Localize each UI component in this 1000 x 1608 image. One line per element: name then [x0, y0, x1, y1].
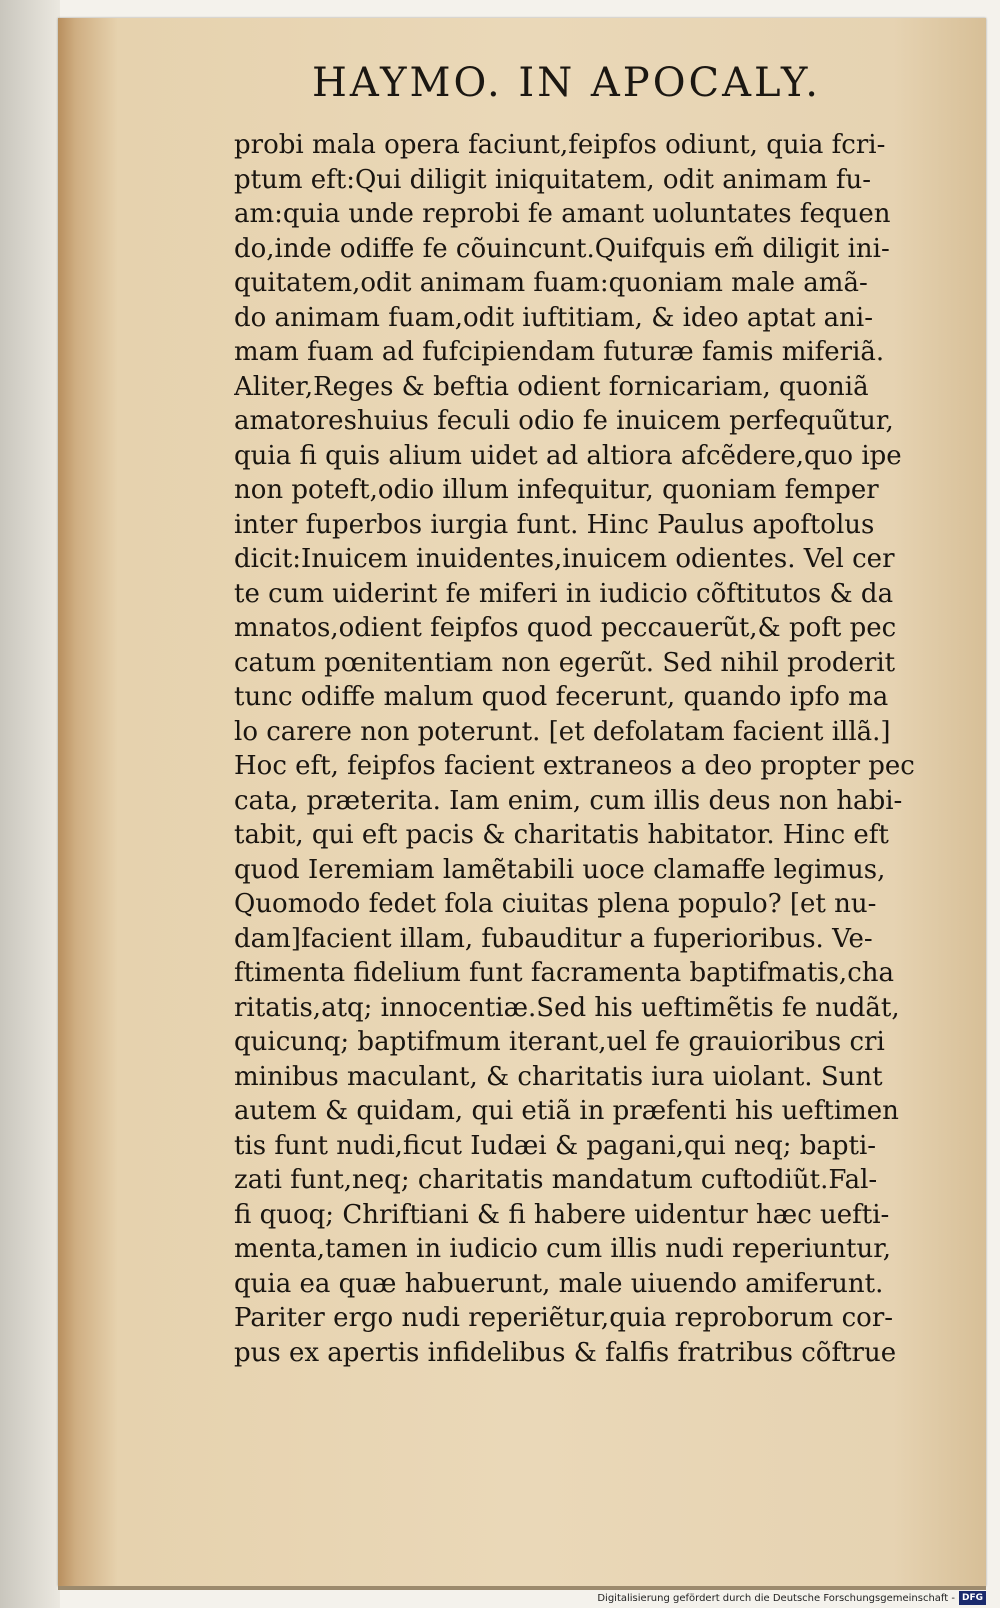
text-line: do,inde odiffe fe cõuincunt.Quifquis em̃ diligit ini-: [234, 233, 890, 264]
text-line: ftimenta fidelium funt facramenta baptifmatis,cha: [234, 958, 895, 988]
text-line: quitatem,odit animam fuam:quoniam male amã-: [234, 268, 868, 298]
text-line: tunc odiffe malum quod fecerunt, quando ipfo ma: [234, 682, 889, 712]
text-line: do animam fuam,odit iuftitiam, & ideo aptat ani-: [234, 302, 874, 333]
text-line: non poteft,odio illum infequitur, quoniam femper: [234, 475, 879, 505]
text-line: minibus maculant, & charitatis iura uiolant. Sunt: [234, 1061, 883, 1092]
text-line: tis funt nudi,ficut Iudæi & pagani,qui neq; bapti-: [234, 1130, 877, 1161]
text-line: fi quoq; Chriftiani & fi habere uidentur hæc uefti-: [234, 1199, 890, 1230]
text-line: autem & quidam, qui etiã in præfenti his ueftimen: [234, 1096, 899, 1126]
text-line: ptum eft:Qui diligit iniquitatem, odit animam fu-: [234, 164, 872, 195]
digitization-credit: [597, 1590, 986, 1606]
text-line: quicunq; baptifmum iterant,uel fe grauioribus cri: [234, 1027, 885, 1057]
text-line: pus ex apertis infidelibus & falfis fratribus cõftrue: [234, 1337, 897, 1368]
scan-margin: [0, 0, 60, 1608]
text-line: amatoreshuius feculi odio fe inuicem perfequũtur,: [234, 406, 894, 436]
text-line: cata, præterita. Iam enim, cum illis deus non habi-: [234, 785, 903, 816]
text-line: quia ea quæ habuerunt, male uiuendo amiferunt.: [234, 1268, 884, 1299]
text-line: Quomodo fedet fola ciuitas plena populo? [et nu-: [234, 889, 877, 919]
text-line: mam fuam ad fufcipiendam futuræ famis miferiã.: [234, 337, 885, 367]
running-head: HAYMO. IN APOCALY.: [312, 60, 821, 106]
text-line: lo carere non poterunt. [et defolatam facient illã.]: [234, 716, 891, 747]
text-line: am:quia unde reprobi fe amant uoluntates fequen: [234, 199, 891, 229]
text-line: ritatis,atq; innocentiæ.Sed his ueftimẽtis fe nudãt,: [234, 992, 900, 1023]
text-line: Hoc eft, feipfos facient extraneos a deo propter pec: [234, 751, 915, 781]
body-text: [234, 128, 954, 1370]
text-line: Aliter,Reges & beftia odient fornicariam, quoniã: [234, 371, 869, 402]
text-line: te cum uiderint fe miferi in iudicio cõftitutos & da: [234, 578, 894, 609]
text-line: menta,tamen in iudicio cum illis nudi reperiuntur,: [234, 1234, 892, 1264]
text-line: catum pœnitentiam non egerũt. Sed nihil proderit: [234, 647, 896, 678]
text-line: tabit, qui eft pacis & charitatis habitator. Hinc eft: [234, 820, 889, 850]
credit-text: Digitalisierung gefördert durch die Deutsche Forschungsgemeinschaft -: [597, 1592, 955, 1604]
text-line: inter fuperbos iurgia funt. Hinc Paulus apoftolus: [234, 509, 875, 540]
text-line: Pariter ergo nudi reperiẽtur,quia reproborum cor-: [234, 1303, 894, 1333]
text-line: quia fi quis alium uidet ad altiora afcẽdere,quo ipe: [234, 440, 902, 471]
text-line: dicit:Inuicem inuidentes,inuicem odientes. Vel cer: [234, 544, 895, 574]
text-line: probi mala opera faciunt,feipfos odiunt, quia fcri-: [234, 130, 886, 160]
text-line: quod Ieremiam lamẽtabili uoce clamaffe legimus,: [234, 854, 886, 885]
text-line: zati funt,neq; charitatis mandatum cuftodiũt.Fal-: [234, 1165, 878, 1195]
dfg-logo: DFG: [959, 1591, 986, 1605]
text-line: dam]facient illam, fubauditur a fuperioribus. Ve-: [234, 923, 873, 954]
text-line: mnatos,odient feipfos quod peccauerũt,& poft pec: [234, 613, 897, 643]
